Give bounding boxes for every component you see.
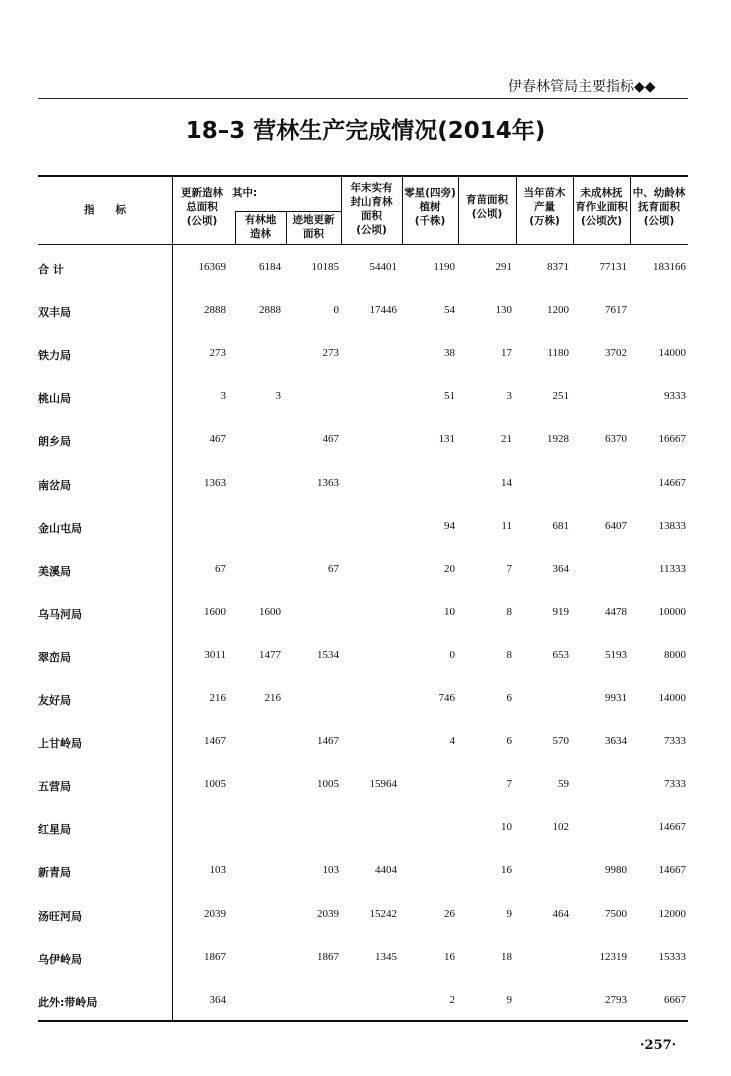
row-value: 14667 bbox=[658, 476, 686, 489]
row-value: 8 bbox=[506, 605, 512, 618]
table-row bbox=[38, 692, 688, 712]
table-row bbox=[38, 433, 688, 453]
header-forested: 有林地 造林 bbox=[244, 214, 277, 240]
row-value: 17 bbox=[501, 347, 512, 360]
row-value: 11 bbox=[501, 519, 512, 532]
row-value: 14667 bbox=[658, 864, 686, 877]
row-value: 8000 bbox=[664, 648, 686, 661]
header-of-which: 其中: bbox=[232, 187, 258, 199]
row-value: 20 bbox=[444, 562, 455, 575]
row-label: 乌马河局 bbox=[38, 607, 82, 621]
row-value: 3011 bbox=[204, 648, 226, 661]
table-header-rule bbox=[38, 244, 688, 245]
table-row bbox=[38, 864, 688, 884]
row-value: 7500 bbox=[605, 907, 627, 920]
row-value: 9 bbox=[506, 993, 512, 1006]
row-value: 467 bbox=[322, 433, 339, 446]
row-value: 38 bbox=[444, 347, 455, 360]
table-row bbox=[38, 606, 688, 626]
row-label: 上甘岭局 bbox=[38, 737, 82, 751]
row-value: 1180 bbox=[547, 347, 569, 360]
table-top-rule bbox=[38, 175, 688, 177]
row-value: 1190 bbox=[433, 261, 455, 273]
row-value: 2888 bbox=[259, 304, 281, 317]
row-value: 3 bbox=[506, 390, 512, 403]
table-row bbox=[38, 735, 688, 755]
row-value: 364 bbox=[209, 993, 226, 1006]
row-value: 10000 bbox=[658, 605, 686, 618]
row-value: 1005 bbox=[204, 778, 226, 791]
row-value: 14000 bbox=[658, 692, 686, 704]
table-row bbox=[38, 390, 688, 410]
row-value: 5193 bbox=[605, 648, 627, 661]
row-value: 364 bbox=[552, 562, 569, 575]
row-value: 10 bbox=[444, 605, 455, 618]
row-value: 6667 bbox=[664, 993, 686, 1006]
row-value: 3634 bbox=[605, 735, 627, 748]
row-value: 7 bbox=[506, 562, 512, 575]
table-row bbox=[38, 778, 688, 798]
row-value: 216 bbox=[209, 692, 226, 704]
row-value: 21 bbox=[501, 433, 512, 446]
row-value: 6 bbox=[506, 692, 512, 704]
row-value: 8371 bbox=[547, 261, 569, 273]
row-value: 1363 bbox=[204, 476, 226, 489]
row-value: 919 bbox=[552, 605, 569, 618]
header-closed-forest: 年末实有 封山育林 面积 (公顷) bbox=[350, 182, 393, 236]
row-label: 此外:带岭局 bbox=[38, 995, 98, 1009]
row-value: 3 bbox=[275, 390, 281, 403]
row-label: 五营局 bbox=[38, 780, 71, 794]
row-value: 9333 bbox=[664, 390, 686, 403]
row-label: 朗乡局 bbox=[38, 435, 71, 449]
row-value: 1005 bbox=[317, 778, 339, 791]
row-value: 54 bbox=[444, 304, 455, 317]
row-label: 铁力局 bbox=[38, 349, 71, 363]
row-value: 18 bbox=[501, 950, 512, 963]
row-value: 1477 bbox=[259, 648, 281, 661]
row-value: 103 bbox=[322, 864, 339, 877]
row-value: 103 bbox=[209, 864, 226, 877]
row-value: 9 bbox=[506, 907, 512, 920]
row-value: 1363 bbox=[317, 476, 339, 489]
row-value: 1345 bbox=[375, 950, 397, 963]
row-value: 1200 bbox=[547, 304, 569, 317]
table-row bbox=[38, 994, 688, 1014]
row-value: 1867 bbox=[317, 950, 339, 963]
table-row bbox=[38, 908, 688, 928]
row-value: 67 bbox=[328, 562, 339, 575]
row-value: 1600 bbox=[259, 605, 281, 618]
row-label: 新青局 bbox=[38, 866, 71, 880]
row-label: 友好局 bbox=[38, 694, 71, 707]
row-value: 15242 bbox=[369, 907, 397, 920]
row-value: 94 bbox=[444, 519, 455, 532]
row-value: 59 bbox=[558, 778, 569, 791]
row-value: 102 bbox=[552, 821, 569, 834]
table-row bbox=[38, 477, 688, 497]
row-value: 273 bbox=[322, 347, 339, 360]
row-value: 8 bbox=[506, 648, 512, 661]
header-mid-tending: 中、幼龄林 抚育面积 (公顷) bbox=[632, 187, 686, 227]
row-value: 4478 bbox=[605, 605, 627, 618]
header-young-tending: 未成林抚 育作业面积 (公顷次) bbox=[575, 187, 628, 227]
row-value: 9931 bbox=[605, 692, 627, 704]
table-row bbox=[38, 649, 688, 669]
row-value: 16 bbox=[501, 864, 512, 877]
row-value: 2793 bbox=[605, 993, 627, 1006]
row-label: 桃山局 bbox=[38, 392, 71, 406]
row-value: 16667 bbox=[658, 433, 686, 446]
row-value: 464 bbox=[552, 907, 569, 920]
row-value: 6407 bbox=[605, 519, 627, 532]
row-value: 183166 bbox=[653, 261, 686, 273]
row-value: 3702 bbox=[605, 347, 627, 360]
table-row bbox=[38, 563, 688, 583]
row-value: 12000 bbox=[658, 907, 686, 920]
row-value: 10 bbox=[501, 821, 512, 834]
running-header: 伊春林管局主要指标◆◆ bbox=[508, 79, 656, 95]
row-value: 1467 bbox=[204, 735, 226, 748]
row-value: 653 bbox=[552, 648, 569, 661]
row-value: 54401 bbox=[369, 261, 397, 273]
row-value: 26 bbox=[444, 907, 455, 920]
row-label: 美溪局 bbox=[38, 564, 71, 578]
page-number: ·257· bbox=[640, 1038, 677, 1053]
subheader-rule bbox=[235, 211, 341, 212]
row-value: 7617 bbox=[605, 304, 627, 317]
row-value: 0 bbox=[449, 648, 455, 661]
row-value: 14667 bbox=[658, 821, 686, 834]
row-value: 1467 bbox=[317, 735, 339, 748]
row-value: 273 bbox=[209, 347, 226, 360]
row-value: 216 bbox=[264, 692, 281, 704]
row-label: 南岔局 bbox=[38, 478, 71, 492]
row-value: 570 bbox=[552, 735, 569, 748]
row-label: 金山屯局 bbox=[38, 521, 82, 535]
table-row bbox=[38, 304, 688, 324]
row-value: 1867 bbox=[204, 950, 226, 963]
row-value: 4 bbox=[449, 735, 455, 748]
header-scattered: 零星(四旁) 植树 (千株) bbox=[404, 187, 456, 227]
row-value: 15333 bbox=[658, 950, 686, 963]
row-label: 双丰局 bbox=[38, 306, 71, 320]
row-value: 467 bbox=[209, 433, 226, 446]
row-label: 翠峦局 bbox=[38, 650, 71, 664]
row-value: 16 bbox=[444, 950, 455, 963]
row-label: 合 计 bbox=[38, 263, 64, 276]
row-value: 251 bbox=[552, 390, 569, 403]
row-value: 7333 bbox=[664, 778, 686, 791]
col-separator bbox=[172, 175, 173, 1022]
row-value: 12319 bbox=[599, 950, 627, 963]
row-value: 51 bbox=[444, 390, 455, 403]
row-value: 17446 bbox=[369, 304, 397, 317]
row-value: 2039 bbox=[317, 907, 339, 920]
row-value: 131 bbox=[438, 433, 455, 446]
row-value: 6370 bbox=[605, 433, 627, 446]
row-value: 1928 bbox=[547, 433, 569, 446]
row-value: 0 bbox=[333, 304, 339, 317]
row-label: 红星局 bbox=[38, 823, 71, 837]
row-value: 77131 bbox=[599, 261, 627, 273]
table-row bbox=[38, 951, 688, 971]
row-value: 6 bbox=[506, 735, 512, 748]
row-value: 7 bbox=[506, 778, 512, 791]
row-value: 4404 bbox=[375, 864, 397, 877]
row-label: 汤旺河局 bbox=[38, 909, 82, 923]
header-seedlings: 当年苗木 产量 (万株) bbox=[523, 187, 566, 227]
table-row bbox=[38, 261, 688, 281]
row-value: 67 bbox=[215, 562, 226, 575]
header-rule bbox=[38, 98, 688, 99]
row-value: 7333 bbox=[664, 735, 686, 748]
row-value: 14 bbox=[501, 476, 512, 489]
row-value: 1534 bbox=[317, 648, 339, 661]
row-value: 9980 bbox=[605, 864, 627, 877]
row-value: 6184 bbox=[259, 261, 281, 273]
table-row bbox=[38, 520, 688, 540]
header-renew-total: 更新造林 总面积 (公顷) bbox=[181, 187, 223, 227]
row-value: 681 bbox=[552, 519, 569, 532]
table-row bbox=[38, 821, 688, 841]
row-value: 746 bbox=[438, 692, 455, 704]
row-value: 2039 bbox=[204, 907, 226, 920]
row-value: 2888 bbox=[204, 304, 226, 317]
row-value: 13833 bbox=[658, 519, 686, 532]
row-value: 10185 bbox=[311, 261, 339, 273]
header-indicator: 指 标 bbox=[84, 204, 126, 216]
row-value: 11333 bbox=[658, 562, 686, 575]
row-value: 1600 bbox=[204, 605, 226, 618]
row-value: 14000 bbox=[658, 347, 686, 360]
row-value: 15964 bbox=[369, 778, 397, 791]
row-value: 16369 bbox=[198, 261, 226, 273]
table-bottom-rule bbox=[38, 1020, 688, 1022]
table-row bbox=[38, 347, 688, 367]
page-title: 18–3 营林生产完成情况(2014年) bbox=[185, 118, 546, 144]
row-value: 130 bbox=[495, 304, 512, 317]
row-label: 乌伊岭局 bbox=[38, 952, 82, 966]
header-nursery: 育苗面积 (公顷) bbox=[466, 194, 508, 220]
row-value: 2 bbox=[449, 993, 455, 1006]
row-value: 291 bbox=[495, 261, 512, 273]
row-value: 3 bbox=[220, 390, 226, 403]
header-cutover: 迹地更新 面积 bbox=[292, 214, 335, 240]
